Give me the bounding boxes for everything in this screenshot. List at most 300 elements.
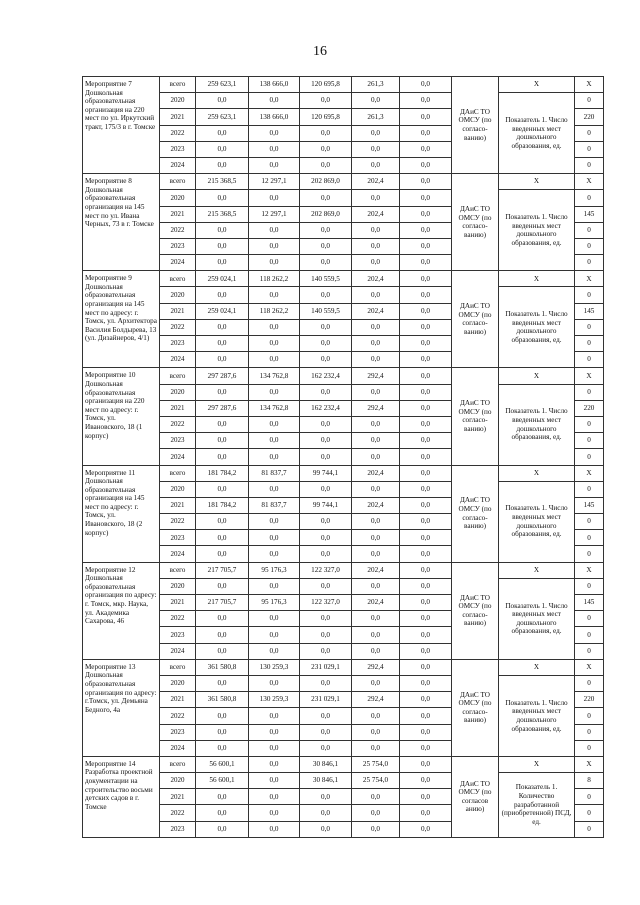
- year-cell: 2021: [160, 789, 196, 805]
- year-cell: 2022: [160, 222, 196, 238]
- indicator-value-cell: 0: [575, 433, 604, 449]
- local-funding-cell: 0,0: [352, 125, 400, 141]
- indicator-value-cell: 0: [575, 789, 604, 805]
- year-cell: 2020: [160, 287, 196, 303]
- federal-funding-cell: 130 259,3: [249, 692, 300, 708]
- year-cell: 2024: [160, 157, 196, 173]
- extrabudgetary-funding-cell: 0,0: [400, 627, 452, 643]
- regional-funding-cell: 0,0: [300, 125, 352, 141]
- local-funding-cell: 202,4: [352, 174, 400, 190]
- total-funding-cell: 259 623,1: [196, 109, 249, 125]
- total-funding-cell: 0,0: [196, 319, 249, 335]
- responsible-executor: ДАиС ТО ОМСУ (по согласов анию): [452, 756, 499, 837]
- year-cell: 2024: [160, 449, 196, 465]
- federal-funding-cell: 0,0: [249, 433, 300, 449]
- measure-title: Мероприятие 11 Дошкольная образовательная организация на 145 мест по адресу: г. Томск, ул. Ивановского, 18 (2 корпус): [83, 465, 160, 562]
- year-cell: 2023: [160, 141, 196, 157]
- extrabudgetary-funding-cell: 0,0: [400, 125, 452, 141]
- year-cell: 2021: [160, 206, 196, 222]
- measure-title: Мероприятие 7 Дошкольная образовательная организация на 220 мест по ул. Иркутский тракт, 175/3 в г. Томске: [83, 77, 160, 174]
- extrabudgetary-funding-cell: 0,0: [400, 174, 452, 190]
- table-row: [83, 675, 604, 691]
- indicator-value-cell: 0: [575, 449, 604, 465]
- measure-title: Мероприятие 9 Дошкольная образовательная организация на 145 мест по адресу: г. Томск, ул. Архитектора Василия Болдырева, 13 (ул. Дизайнеров, 4/1): [83, 271, 160, 368]
- local-funding-cell: 261,3: [352, 77, 400, 93]
- year-cell: 2022: [160, 805, 196, 821]
- extrabudgetary-funding-cell: 0,0: [400, 724, 452, 740]
- local-funding-cell: 0,0: [352, 255, 400, 271]
- responsible-executor: ДАиС ТО ОМСУ (по согласо-ванию): [452, 465, 499, 562]
- federal-funding-cell: 138 666,0: [249, 77, 300, 93]
- extrabudgetary-funding-cell: 0,0: [400, 157, 452, 173]
- year-cell: 2023: [160, 530, 196, 546]
- extrabudgetary-funding-cell: 0,0: [400, 449, 452, 465]
- table-row: [83, 77, 604, 93]
- federal-funding-cell: 95 176,3: [249, 595, 300, 611]
- year-cell: 2021: [160, 303, 196, 319]
- indicator-value-cell: X: [575, 174, 604, 190]
- federal-funding-cell: 95 176,3: [249, 562, 300, 578]
- federal-funding-cell: 0,0: [249, 222, 300, 238]
- local-funding-cell: 292,4: [352, 368, 400, 384]
- extrabudgetary-funding-cell: 0,0: [400, 352, 452, 368]
- extrabudgetary-funding-cell: 0,0: [400, 659, 452, 675]
- year-cell: 2023: [160, 821, 196, 837]
- local-funding-cell: 0,0: [352, 724, 400, 740]
- extrabudgetary-funding-cell: 0,0: [400, 400, 452, 416]
- extrabudgetary-funding-cell: 0,0: [400, 238, 452, 254]
- regional-funding-cell: 202 869,0: [300, 206, 352, 222]
- total-funding-cell: 215 368,5: [196, 174, 249, 190]
- measure-title: Мероприятие 12 Дошкольная образовательная организация по адресу: г. Томск, мкр. Наука, ул. Академика Сахарова, 46: [83, 562, 160, 659]
- measure-title: Мероприятие 13 Дошкольная образовательная организация по адресу: г.Томск, ул. Демьяна Бедного, 4а: [83, 659, 160, 756]
- local-funding-cell: 0,0: [352, 352, 400, 368]
- regional-funding-cell: 120 695,8: [300, 109, 352, 125]
- federal-funding-cell: 0,0: [249, 627, 300, 643]
- indicator-value-cell: 220: [575, 400, 604, 416]
- responsible-executor: ДАиС ТО ОМСУ (по согласо-ванию): [452, 174, 499, 271]
- local-funding-cell: 292,4: [352, 659, 400, 675]
- local-funding-cell: 202,4: [352, 497, 400, 513]
- indicator-value-cell: 0: [575, 336, 604, 352]
- total-funding-cell: 0,0: [196, 238, 249, 254]
- total-funding-cell: 0,0: [196, 433, 249, 449]
- federal-funding-cell: 0,0: [249, 319, 300, 335]
- local-funding-cell: 0,0: [352, 222, 400, 238]
- page-number: 16: [313, 44, 327, 59]
- extrabudgetary-funding-cell: 0,0: [400, 611, 452, 627]
- regional-funding-cell: 0,0: [300, 319, 352, 335]
- total-funding-cell: 0,0: [196, 157, 249, 173]
- total-funding-cell: 0,0: [196, 740, 249, 756]
- responsible-executor: ДАиС ТО ОМСУ (по согласо-ванию): [452, 77, 499, 174]
- federal-funding-cell: 81 837,7: [249, 497, 300, 513]
- local-funding-cell: 0,0: [352, 789, 400, 805]
- local-funding-cell: 0,0: [352, 675, 400, 691]
- year-cell: 2020: [160, 190, 196, 206]
- total-funding-cell: 361 580,8: [196, 659, 249, 675]
- extrabudgetary-funding-cell: 0,0: [400, 805, 452, 821]
- local-funding-cell: 0,0: [352, 740, 400, 756]
- table-row: [83, 368, 604, 384]
- federal-funding-cell: 134 762,8: [249, 368, 300, 384]
- regional-funding-cell: 162 232,4: [300, 368, 352, 384]
- regional-funding-cell: 0,0: [300, 627, 352, 643]
- local-funding-cell: 0,0: [352, 530, 400, 546]
- federal-funding-cell: 0,0: [249, 255, 300, 271]
- regional-funding-cell: 202 869,0: [300, 174, 352, 190]
- total-funding-cell: 0,0: [196, 514, 249, 530]
- total-funding-cell: 0,0: [196, 805, 249, 821]
- indicator-header-cell: X: [499, 465, 575, 481]
- local-funding-cell: 0,0: [352, 141, 400, 157]
- local-funding-cell: 0,0: [352, 93, 400, 109]
- indicator-value-cell: X: [575, 659, 604, 675]
- regional-funding-cell: 0,0: [300, 740, 352, 756]
- federal-funding-cell: 134 762,8: [249, 400, 300, 416]
- extrabudgetary-funding-cell: 0,0: [400, 190, 452, 206]
- total-funding-cell: 0,0: [196, 190, 249, 206]
- table-row: [83, 384, 604, 400]
- indicator-header-cell: X: [499, 77, 575, 93]
- extrabudgetary-funding-cell: 0,0: [400, 384, 452, 400]
- extrabudgetary-funding-cell: 0,0: [400, 416, 452, 432]
- total-funding-cell: 0,0: [196, 546, 249, 562]
- indicator-description: Показатель 1. Число введенных мест дошкольного образования, ед.: [499, 675, 575, 756]
- indicator-description: Показатель 1. Число введенных мест дошкольного образования, ед.: [499, 93, 575, 174]
- year-cell: всего: [160, 174, 196, 190]
- regional-funding-cell: 99 744,1: [300, 465, 352, 481]
- table-row: [83, 562, 604, 578]
- total-funding-cell: 0,0: [196, 255, 249, 271]
- regional-funding-cell: 0,0: [300, 805, 352, 821]
- regional-funding-cell: 162 232,4: [300, 400, 352, 416]
- table-row: [83, 287, 604, 303]
- total-funding-cell: 259 623,1: [196, 77, 249, 93]
- total-funding-cell: 0,0: [196, 125, 249, 141]
- year-cell: 2023: [160, 724, 196, 740]
- extrabudgetary-funding-cell: 0,0: [400, 206, 452, 222]
- year-cell: 2023: [160, 238, 196, 254]
- local-funding-cell: 25 754,0: [352, 773, 400, 789]
- indicator-value-cell: 0: [575, 384, 604, 400]
- year-cell: 2021: [160, 109, 196, 125]
- federal-funding-cell: 138 666,0: [249, 109, 300, 125]
- regional-funding-cell: 0,0: [300, 546, 352, 562]
- year-cell: всего: [160, 562, 196, 578]
- federal-funding-cell: 81 837,7: [249, 465, 300, 481]
- indicator-value-cell: X: [575, 562, 604, 578]
- indicator-description: Показатель 1. Число введенных мест дошкольного образования, ед.: [499, 287, 575, 368]
- table-row: [83, 481, 604, 497]
- extrabudgetary-funding-cell: 0,0: [400, 789, 452, 805]
- extrabudgetary-funding-cell: 0,0: [400, 93, 452, 109]
- federal-funding-cell: 0,0: [249, 190, 300, 206]
- indicator-value-cell: 0: [575, 546, 604, 562]
- indicator-value-cell: 0: [575, 611, 604, 627]
- local-funding-cell: 0,0: [352, 238, 400, 254]
- total-funding-cell: 297 287,6: [196, 368, 249, 384]
- table-row: [83, 659, 604, 675]
- indicator-value-cell: 0: [575, 319, 604, 335]
- measure-title: Мероприятие 8 Дошкольная образовательная организация на 145 мест по ул. Ивана Черных, 73 в г. Томске: [83, 174, 160, 271]
- regional-funding-cell: 0,0: [300, 255, 352, 271]
- indicator-value-cell: 0: [575, 157, 604, 173]
- local-funding-cell: 0,0: [352, 449, 400, 465]
- local-funding-cell: 0,0: [352, 157, 400, 173]
- federal-funding-cell: 0,0: [249, 578, 300, 594]
- year-cell: 2023: [160, 627, 196, 643]
- total-funding-cell: 0,0: [196, 530, 249, 546]
- total-funding-cell: 0,0: [196, 481, 249, 497]
- regional-funding-cell: 140 559,5: [300, 303, 352, 319]
- extrabudgetary-funding-cell: 0,0: [400, 255, 452, 271]
- year-cell: 2023: [160, 433, 196, 449]
- indicator-header-cell: X: [499, 271, 575, 287]
- extrabudgetary-funding-cell: 0,0: [400, 675, 452, 691]
- indicator-value-cell: 0: [575, 481, 604, 497]
- total-funding-cell: 217 705,7: [196, 595, 249, 611]
- total-funding-cell: 215 368,5: [196, 206, 249, 222]
- regional-funding-cell: 30 846,1: [300, 756, 352, 772]
- indicator-value-cell: 0: [575, 643, 604, 659]
- year-cell: 2020: [160, 773, 196, 789]
- local-funding-cell: 0,0: [352, 190, 400, 206]
- year-cell: 2022: [160, 416, 196, 432]
- total-funding-cell: 0,0: [196, 578, 249, 594]
- year-cell: 2020: [160, 384, 196, 400]
- responsible-executor: ДАиС ТО ОМСУ (по согласо-ванию): [452, 271, 499, 368]
- total-funding-cell: 0,0: [196, 708, 249, 724]
- total-funding-cell: 217 705,7: [196, 562, 249, 578]
- local-funding-cell: 0,0: [352, 416, 400, 432]
- extrabudgetary-funding-cell: 0,0: [400, 303, 452, 319]
- total-funding-cell: 181 784,2: [196, 465, 249, 481]
- year-cell: всего: [160, 659, 196, 675]
- federal-funding-cell: 0,0: [249, 708, 300, 724]
- responsible-executor: ДАиС ТО ОМСУ (по согласо-ванию): [452, 659, 499, 756]
- regional-funding-cell: 0,0: [300, 384, 352, 400]
- indicator-value-cell: 145: [575, 497, 604, 513]
- federal-funding-cell: 118 262,2: [249, 271, 300, 287]
- local-funding-cell: 0,0: [352, 821, 400, 837]
- year-cell: 2022: [160, 708, 196, 724]
- federal-funding-cell: 0,0: [249, 141, 300, 157]
- indicator-value-cell: X: [575, 756, 604, 772]
- year-cell: 2023: [160, 336, 196, 352]
- local-funding-cell: 0,0: [352, 287, 400, 303]
- regional-funding-cell: 99 744,1: [300, 497, 352, 513]
- federal-funding-cell: 0,0: [249, 805, 300, 821]
- measure-title: Мероприятие 14 Разработка проектной документации на строительство восьми детских садов в г. Томске: [83, 756, 160, 837]
- indicator-value-cell: 145: [575, 206, 604, 222]
- regional-funding-cell: 0,0: [300, 190, 352, 206]
- extrabudgetary-funding-cell: 0,0: [400, 287, 452, 303]
- regional-funding-cell: 0,0: [300, 287, 352, 303]
- year-cell: всего: [160, 271, 196, 287]
- year-cell: 2021: [160, 595, 196, 611]
- federal-funding-cell: 0,0: [249, 821, 300, 837]
- extrabudgetary-funding-cell: 0,0: [400, 109, 452, 125]
- local-funding-cell: 202,4: [352, 206, 400, 222]
- local-funding-cell: 0,0: [352, 578, 400, 594]
- extrabudgetary-funding-cell: 0,0: [400, 481, 452, 497]
- extrabudgetary-funding-cell: 0,0: [400, 433, 452, 449]
- table-row: [83, 465, 604, 481]
- regional-funding-cell: 0,0: [300, 708, 352, 724]
- table-row: [83, 773, 604, 789]
- indicator-description: Показатель 1. Число введенных мест дошкольного образования, ед.: [499, 481, 575, 562]
- regional-funding-cell: 231 029,1: [300, 659, 352, 675]
- indicator-value-cell: X: [575, 368, 604, 384]
- total-funding-cell: 0,0: [196, 336, 249, 352]
- indicator-value-cell: 220: [575, 109, 604, 125]
- federal-funding-cell: 0,0: [249, 287, 300, 303]
- extrabudgetary-funding-cell: 0,0: [400, 643, 452, 659]
- total-funding-cell: 0,0: [196, 287, 249, 303]
- federal-funding-cell: 0,0: [249, 546, 300, 562]
- local-funding-cell: 202,4: [352, 465, 400, 481]
- year-cell: 2024: [160, 352, 196, 368]
- total-funding-cell: 0,0: [196, 93, 249, 109]
- extrabudgetary-funding-cell: 0,0: [400, 222, 452, 238]
- indicator-value-cell: 0: [575, 740, 604, 756]
- indicator-description: Показатель 1. Число введенных мест дошкольного образования, ед.: [499, 190, 575, 271]
- extrabudgetary-funding-cell: 0,0: [400, 756, 452, 772]
- extrabudgetary-funding-cell: 0,0: [400, 319, 452, 335]
- total-funding-cell: 0,0: [196, 222, 249, 238]
- federal-funding-cell: 12 297,1: [249, 206, 300, 222]
- local-funding-cell: 202,4: [352, 595, 400, 611]
- regional-funding-cell: 0,0: [300, 416, 352, 432]
- federal-funding-cell: 130 259,3: [249, 659, 300, 675]
- indicator-value-cell: X: [575, 465, 604, 481]
- federal-funding-cell: 0,0: [249, 336, 300, 352]
- federal-funding-cell: 0,0: [249, 384, 300, 400]
- federal-funding-cell: 0,0: [249, 416, 300, 432]
- federal-funding-cell: 0,0: [249, 238, 300, 254]
- indicator-value-cell: 0: [575, 93, 604, 109]
- local-funding-cell: 0,0: [352, 433, 400, 449]
- indicator-value-cell: 0: [575, 222, 604, 238]
- federal-funding-cell: 0,0: [249, 514, 300, 530]
- federal-funding-cell: 0,0: [249, 740, 300, 756]
- local-funding-cell: 0,0: [352, 546, 400, 562]
- year-cell: 2022: [160, 125, 196, 141]
- extrabudgetary-funding-cell: 0,0: [400, 562, 452, 578]
- local-funding-cell: 0,0: [352, 643, 400, 659]
- extrabudgetary-funding-cell: 0,0: [400, 465, 452, 481]
- year-cell: 2021: [160, 497, 196, 513]
- indicator-header-cell: X: [499, 756, 575, 772]
- year-cell: 2024: [160, 643, 196, 659]
- total-funding-cell: 259 024,1: [196, 271, 249, 287]
- regional-funding-cell: 0,0: [300, 433, 352, 449]
- federal-funding-cell: 0,0: [249, 611, 300, 627]
- year-cell: всего: [160, 368, 196, 384]
- local-funding-cell: 25 754,0: [352, 756, 400, 772]
- responsible-executor: ДАиС ТО ОМСУ (по согласо-ванию): [452, 562, 499, 659]
- extrabudgetary-funding-cell: 0,0: [400, 595, 452, 611]
- total-funding-cell: 0,0: [196, 821, 249, 837]
- total-funding-cell: 0,0: [196, 384, 249, 400]
- regional-funding-cell: 120 695,8: [300, 77, 352, 93]
- local-funding-cell: 0,0: [352, 708, 400, 724]
- year-cell: 2020: [160, 93, 196, 109]
- extrabudgetary-funding-cell: 0,0: [400, 530, 452, 546]
- regional-funding-cell: 140 559,5: [300, 271, 352, 287]
- extrabudgetary-funding-cell: 0,0: [400, 368, 452, 384]
- total-funding-cell: 0,0: [196, 416, 249, 432]
- regional-funding-cell: 0,0: [300, 724, 352, 740]
- total-funding-cell: 0,0: [196, 352, 249, 368]
- extrabudgetary-funding-cell: 0,0: [400, 578, 452, 594]
- year-cell: 2022: [160, 319, 196, 335]
- extrabudgetary-funding-cell: 0,0: [400, 271, 452, 287]
- local-funding-cell: 202,4: [352, 562, 400, 578]
- indicator-value-cell: 0: [575, 125, 604, 141]
- indicator-value-cell: 0: [575, 805, 604, 821]
- regional-funding-cell: 0,0: [300, 821, 352, 837]
- year-cell: всего: [160, 77, 196, 93]
- indicator-value-cell: 0: [575, 675, 604, 691]
- indicator-value-cell: 145: [575, 303, 604, 319]
- year-cell: 2020: [160, 578, 196, 594]
- federal-funding-cell: 0,0: [249, 125, 300, 141]
- extrabudgetary-funding-cell: 0,0: [400, 514, 452, 530]
- regional-funding-cell: 122 327,0: [300, 562, 352, 578]
- federal-funding-cell: 0,0: [249, 773, 300, 789]
- extrabudgetary-funding-cell: 0,0: [400, 740, 452, 756]
- regional-funding-cell: 0,0: [300, 643, 352, 659]
- indicator-value-cell: 0: [575, 255, 604, 271]
- indicator-value-cell: 0: [575, 708, 604, 724]
- total-funding-cell: 0,0: [196, 789, 249, 805]
- extrabudgetary-funding-cell: 0,0: [400, 821, 452, 837]
- table-row: [83, 578, 604, 594]
- federal-funding-cell: 0,0: [249, 675, 300, 691]
- indicator-value-cell: 0: [575, 352, 604, 368]
- year-cell: 2021: [160, 400, 196, 416]
- local-funding-cell: 0,0: [352, 611, 400, 627]
- local-funding-cell: 261,3: [352, 109, 400, 125]
- local-funding-cell: 202,4: [352, 271, 400, 287]
- table-row: [83, 190, 604, 206]
- regional-funding-cell: 122 327,0: [300, 595, 352, 611]
- total-funding-cell: 0,0: [196, 141, 249, 157]
- table-body: [83, 77, 604, 838]
- federal-funding-cell: 0,0: [249, 481, 300, 497]
- total-funding-cell: 0,0: [196, 643, 249, 659]
- regional-funding-cell: 0,0: [300, 238, 352, 254]
- indicator-value-cell: 0: [575, 416, 604, 432]
- indicator-value-cell: 0: [575, 287, 604, 303]
- regional-funding-cell: 231 029,1: [300, 692, 352, 708]
- regional-funding-cell: 0,0: [300, 578, 352, 594]
- local-funding-cell: 202,4: [352, 303, 400, 319]
- indicator-value-cell: 0: [575, 821, 604, 837]
- extrabudgetary-funding-cell: 0,0: [400, 773, 452, 789]
- local-funding-cell: 0,0: [352, 336, 400, 352]
- total-funding-cell: 56 600,1: [196, 773, 249, 789]
- indicator-description: Показатель 1. Число введенных мест дошкольного образования, ед.: [499, 384, 575, 465]
- indicator-value-cell: 220: [575, 692, 604, 708]
- indicator-value-cell: 0: [575, 514, 604, 530]
- regional-funding-cell: 0,0: [300, 530, 352, 546]
- total-funding-cell: 0,0: [196, 627, 249, 643]
- regional-funding-cell: 30 846,1: [300, 773, 352, 789]
- regional-funding-cell: 0,0: [300, 514, 352, 530]
